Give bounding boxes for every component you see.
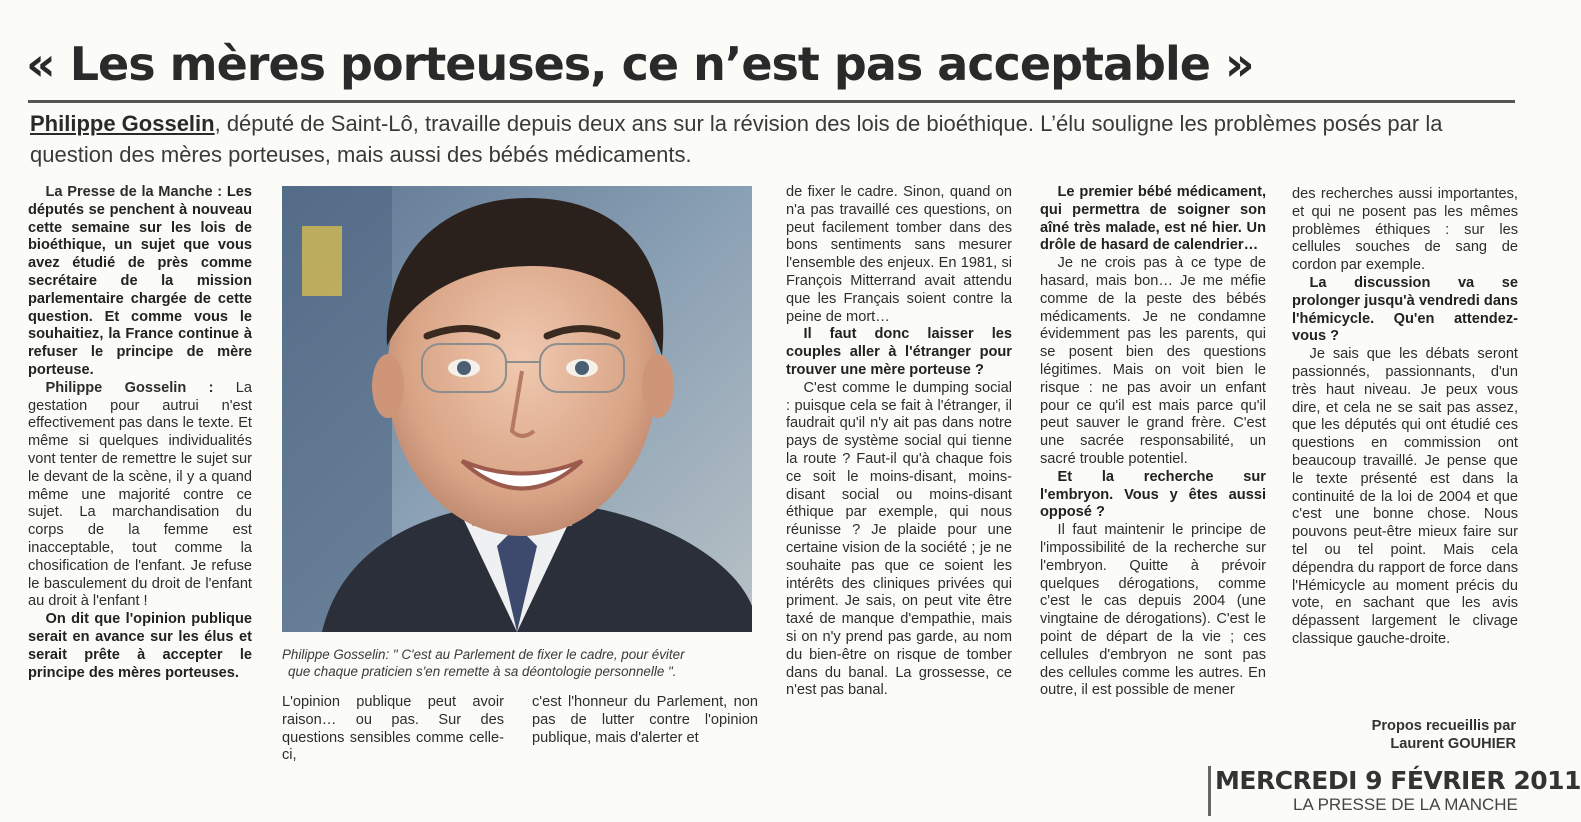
publication-date: MERCREDI 9 FÉVRIER 2011 xyxy=(1215,766,1581,795)
question-1-speaker: La Presse de la Manche : xyxy=(45,184,223,200)
column-2a-text: L'opinion publique peut avoir raison… ou pas. Sur des questions sensibles comme celle-ci, xyxy=(282,694,504,764)
column-3-paragraph-1: de fixer le cadre. Sinon, quand on n'a pas travaillé ces questions, on peut facilement tomber dans des bons sentiments sans mesurer l'ensemble des enjeux. En 1981, si François Mitterrand avait attendu que les Français soient contre la peine de mort… xyxy=(786,184,1012,325)
answer-1 xyxy=(28,380,252,611)
column-4 xyxy=(1040,184,1266,700)
portrait-illustration xyxy=(282,186,752,632)
question-6: La discussion va se prolonger jusqu'à vendredi dans l'hémicycle. Qu'en attendez-vous ? xyxy=(1292,274,1518,345)
intro-paragraph xyxy=(30,108,1522,170)
intro-text: , député de Saint-Lô, travaille depuis deux ans sur la révision des lois de bioéthique. L’élu souligne les problèmes posés par la question des mères porteuses, mais aussi des bébés médicaments. xyxy=(30,111,1443,167)
question-5: Et la recherche sur l'embryon. Vous y êtes aussi opposé ? xyxy=(1040,468,1266,521)
question-4: Le premier bébé médicament, qui permettra de soigner son aîné très malade, est né hier. Un drôle de hasard de calendrier… xyxy=(1040,184,1266,254)
column-4-paragraph-1: Je ne crois pas à ce type de hasard, mais bon… Je me méfie comme de la peste des bébés médicaments. Je ne condamne évidemment pas les parents, qui se posent bien des questions légitimes. Mais on voit bien le risque : ne pas avoir un enfant pour ce qu'il est mais parce qu'il peut sauver le grand frère. C'est une sacrée responsabilité, un sacré trouble potentiel. xyxy=(1040,255,1266,467)
question-1-text: Les députés se penchent à nouveau cette semaine sur les lois de bioéthique, un sujet que vous avez étudié de près comme secrétaire de la mission parlementaire chargée de cette question. Et comme vous le souhaitiez, la France continue à refuser le principe de mère porteuse. xyxy=(28,184,252,378)
column-5-paragraph-2: Je sais que les débats seront passionnés, passionnants, d'un très haut niveau. Je peux vous dire, et cela ne se sait pas assez, que les députés qui ont étudié ces questions en commission ont beaucoup travaillé. Je pense que le texte présenté est dans la continuité de la loi de 2004 et que c'est une bonne chose. Nous pouvons peut-être mieux faire sur tel ou tel point. Mais cela dépendra du rapport de force dans l'Hémicycle au moment précis du vote, en sachant que les avis dépassent largement le clivage classique gauche-droite. xyxy=(1292,346,1518,647)
answer-1-text: La gestation pour autrui n'est effectivement pas dans le texte. Et même si quelques individualités vont tenter de remettre le sujet sur le devant de la scène, il y a quand même une majorité contre ce sujet. La marchandisation du corps de la femme est inacceptable, tout comme la chosification de l'enfant. Je refuse le basculement du droit de l'enfant au droit à l'enfant ! xyxy=(28,379,252,610)
publication-name: LA PRESSE DE LA MANCHE xyxy=(1293,795,1518,814)
byline xyxy=(1292,718,1516,754)
headline-rule xyxy=(28,100,1515,103)
question-3: Il faut donc laisser les couples aller à l'étranger pour trouver une mère porteuse ? xyxy=(786,326,1012,378)
column-2b xyxy=(532,694,758,747)
dateline xyxy=(1208,766,1581,816)
photo-caption xyxy=(282,646,756,680)
column-3 xyxy=(786,184,1012,700)
column-2b-text: c'est l'honneur du Parlement, non pas de lutter contre l'opinion publique, mais d'alerter et xyxy=(532,694,758,746)
caption-line-1: Philippe Gosselin: " C'est au Parlement de fixer le cadre, pour éviter xyxy=(282,647,685,662)
answer-1-speaker: Philippe Gosselin : xyxy=(45,379,214,396)
headline: « Les mères porteuses, ce n’est pas acceptable » xyxy=(26,37,1254,91)
byline-line-1: Propos recueillis par xyxy=(1371,718,1516,734)
byline-author: Laurent GOUHIER xyxy=(1390,735,1516,752)
column-2a xyxy=(282,694,504,765)
column-4-paragraph-2: Il faut maintenir le principe de l'impossibilité de la recherche sur l'embryon. Quitte à prévoir quelques dérogations, comme c'est le cas depuis 2004 (une vingtaine de dérogations). C'est le point de départ de la vie ; ces cellules d'embryon ne sont pas des cellules comme les autres. En outre, il est possible de mener xyxy=(1040,522,1266,699)
caption-line-2: que chaque praticien s'en remette à sa déontologie personnelle ". xyxy=(288,664,677,679)
portrait-photo xyxy=(282,186,752,632)
question-1 xyxy=(28,184,252,380)
column-1 xyxy=(28,184,252,682)
column-5 xyxy=(1292,186,1518,649)
intro-author: Philippe Gosselin xyxy=(30,111,215,136)
column-5-paragraph-1: des recherches aussi importantes, et qui ne posent pas les mêmes problèmes éthiques : sur les cellules souches de sang de cordon par exemple. xyxy=(1292,186,1518,274)
question-2: On dit que l'opinion publique serait en avance sur les élus et serait prête à accepter le principe des mères porteuses. xyxy=(28,611,252,681)
column-3-paragraph-2: C'est comme le dumping social : puisque cela se fait à l'étranger, il faudrait qu'il n'y ait pas dans notre pays de système social qui tienne la route ? Faut-il qu'à chaque fois ce soit le moins-disant, moins-disant social ou moins-disant éthique par exemple, qui nous réunisse ? Je plaide pour une certaine vision de la société ; je ne souhaite pas que ce soient les intérêts des cliniques privées qui priment. Je sais, on peut vite être taxé de manque d'empathie, mais si on n'y prend pas garde, au nom du bien-être on risque de tomber dans du banal. La grossesse, ce n'est pas banal. xyxy=(786,379,1012,699)
